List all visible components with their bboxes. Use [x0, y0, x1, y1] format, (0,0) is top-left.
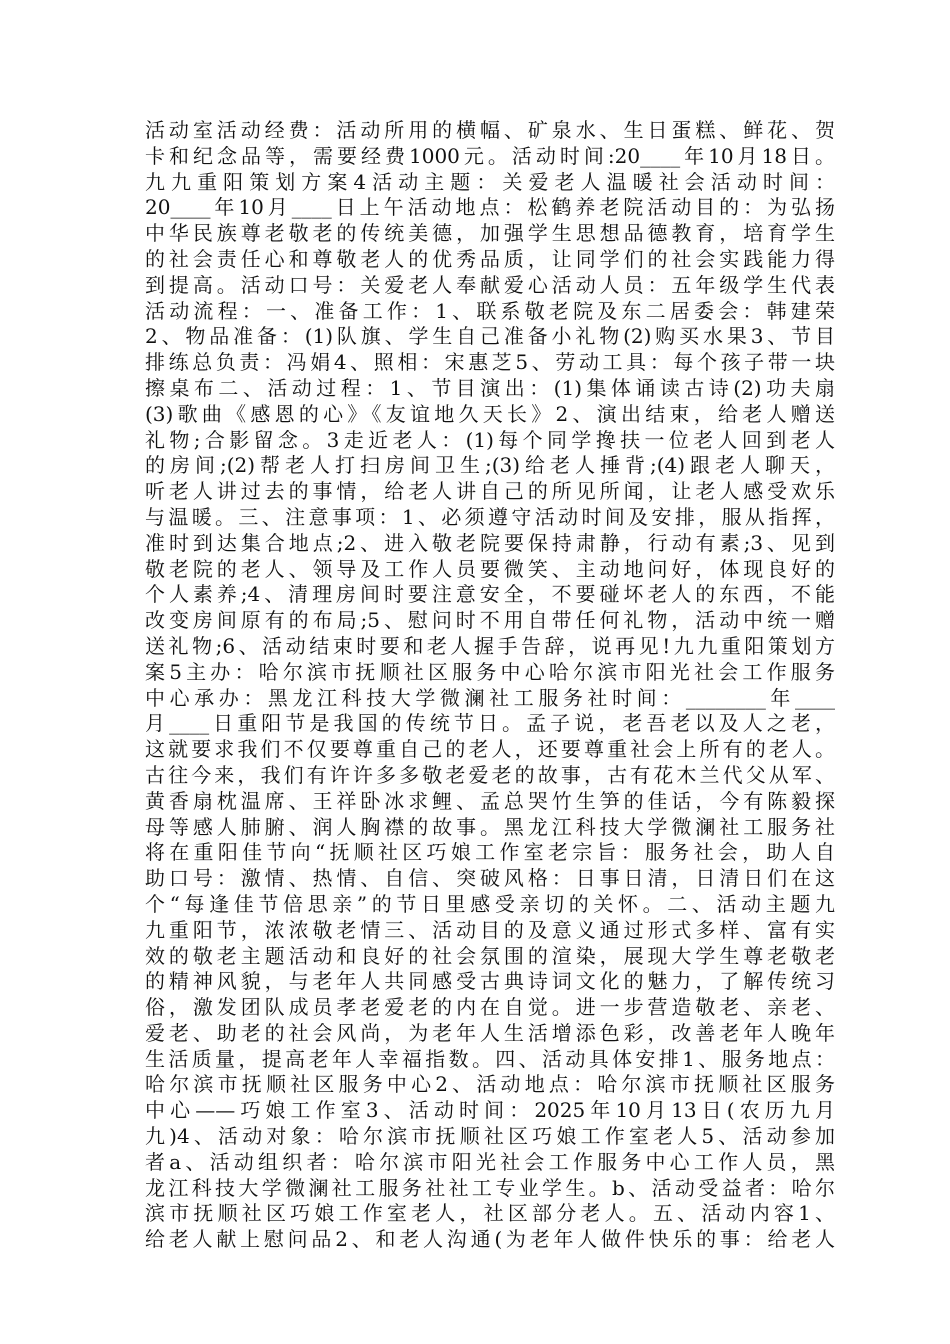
text-line: 中心承办：黑龙江科技大学微澜社工服务社时间：________年____: [145, 685, 835, 710]
text-line: 排练总负责：冯娟4、照相：宋惠芝5、劳动工具：每个孩子带一块: [145, 350, 835, 375]
text-line: 助口号：激情、热情、自信、突破风格：日事日清，日清日们在这: [145, 866, 835, 891]
text-line: 20____年10月____日上午活动地点：松鹤养老院活动目的：为弘扬: [145, 195, 835, 220]
text-line: 中心——巧娘工作室3、活动时间：2025年10月13日(农历九月: [145, 1098, 835, 1123]
text-line: 龙江科技大学微澜社工服务社社工专业学生。b、活动受益者：哈尔: [145, 1175, 835, 1200]
text-line: 月____日重阳节是我国的传统节日。孟子说，老吾老以及人之老，: [145, 711, 835, 736]
text-line: 活动室活动经费：活动所用的横幅、矿泉水、生日蛋糕、鲜花、贺: [145, 118, 835, 142]
text-line: 九重阳节，浓浓敬老情三、活动目的及意义通过形式多样、富有实: [145, 917, 835, 942]
text-line: 者a、活动组织者：哈尔滨市阳光社会工作服务中心工作人员，黑: [145, 1149, 835, 1174]
text-line: 俗，激发团队成员孝老爱老的内在自觉。进一步营造敬老、亲老、: [145, 995, 835, 1020]
text-line: 的精神风貌，与老年人共同感受古典诗词文化的魅力，了解传统习: [145, 969, 835, 994]
text-line: 准时到达集合地点;2、进入敬老院要保持肃静，行动有素;3、见到: [145, 530, 835, 555]
text-line: 给老人献上慰问品2、和老人沟通(为老年人做件快乐的事：给老人: [145, 1227, 835, 1252]
text-line: 擦桌布二、活动过程：1、节目演出：(1)集体诵读古诗(2)功夫扇: [145, 375, 835, 400]
text-line: 送礼物;6、活动结束时要和老人握手告辞，说再见!九九重阳策划方: [145, 633, 835, 658]
text-line: 的社会责任心和尊敬老人的优秀品质，让同学们的社会实践能力得: [145, 246, 835, 271]
text-line: 九九重阳策划方案4活动主题：关爱老人温暖社会活动时间：: [145, 169, 835, 194]
text-line: 滨市抚顺社区巧娘工作室老人，社区部分老人。五、活动内容1、: [145, 1201, 835, 1226]
text-line: 的房间;(2)帮老人打扫房间卫生;(3)给老人捶背;(4)跟老人聊天，: [145, 453, 835, 478]
text-line: (3)歌曲《感恩的心》《友谊地久天长》2、演出结束，给老人赠送: [145, 401, 835, 426]
text-line: 母等感人肺腑、润人胸襟的故事。黑龙江科技大学微澜社工服务社: [145, 814, 835, 839]
text-line: 生活质量，提高老年人幸福指数。四、活动具体安排1、服务地点：: [145, 1046, 835, 1071]
text-line: 案5主办：哈尔滨市抚顺社区服务中心哈尔滨市阳光社会工作服务: [145, 659, 835, 684]
text-line: 个人素养;4、清理房间时要注意安全，不要碰坏老人的东西，不能: [145, 582, 835, 607]
text-line: 黄香扇枕温席、王祥卧冰求鲤、孟总哭竹生笋的佳话，今有陈毅探: [145, 788, 835, 813]
text-line: 卡和纪念品等，需要经费1000元。活动时间:20____年10月18日。: [145, 143, 835, 168]
text-line: 爱老、助老的社会风尚，为老年人生活增添色彩，改善老年人晚年: [145, 1020, 835, 1045]
text-line: 改变房间原有的布局;5、慰问时不用自带任何礼物，活动中统一赠: [145, 608, 835, 633]
text-line: 中华民族尊老敬老的传统美德，加强学生思想品德教育，培育学生: [145, 221, 835, 246]
text-line: 古往今来，我们有许许多多敬老爱老的故事，古有花木兰代父从军、: [145, 762, 835, 787]
text-line: 九)4、活动对象：哈尔滨市抚顺社区巧娘工作室老人5、活动参加: [145, 1124, 835, 1149]
text-line: 听老人讲过去的事情，给老人讲自己的所见所闻，让老人感受欢乐: [145, 479, 835, 504]
text-line: 这就要求我们不仅要尊重自己的老人，还要尊重社会上所有的老人。: [145, 737, 835, 762]
text-line: 个“每逢佳节倍思亲”的节日里感受亲切的关怀。二、活动主题九: [145, 891, 835, 916]
text-line: 将在重阳佳节向“抚顺社区巧娘工作室老宗旨：服务社会，助人自: [145, 840, 835, 865]
document-body: [145, 118, 835, 1253]
text-line: 效的敬老主题活动和良好的社会氛围的渲染，展现大学生尊老敬老: [145, 943, 835, 968]
text-line: 到提高。活动口号：关爱老人奉献爱心活动人员：五年级学生代表: [145, 272, 835, 297]
text-line: 哈尔滨市抚顺社区服务中心2、活动地点：哈尔滨市抚顺社区服务: [145, 1072, 835, 1097]
text-line: 活动流程：一、准备工作：1、联系敬老院及东二居委会：韩建荣: [145, 298, 835, 323]
text-line: 敬老院的老人、领导及工作人员要微笑、主动地问好，体现良好的: [145, 556, 835, 581]
text-line: 礼物;合影留念。3走近老人：(1)每个同学搀扶一位老人回到老人: [145, 427, 835, 452]
text-line: 2、物品准备：(1)队旗、学生自己准备小礼物(2)购买水果3、节目: [145, 324, 835, 349]
text-line: 与温暖。三、注意事项：1、必须遵守活动时间及安排，服从指挥，: [145, 504, 835, 529]
